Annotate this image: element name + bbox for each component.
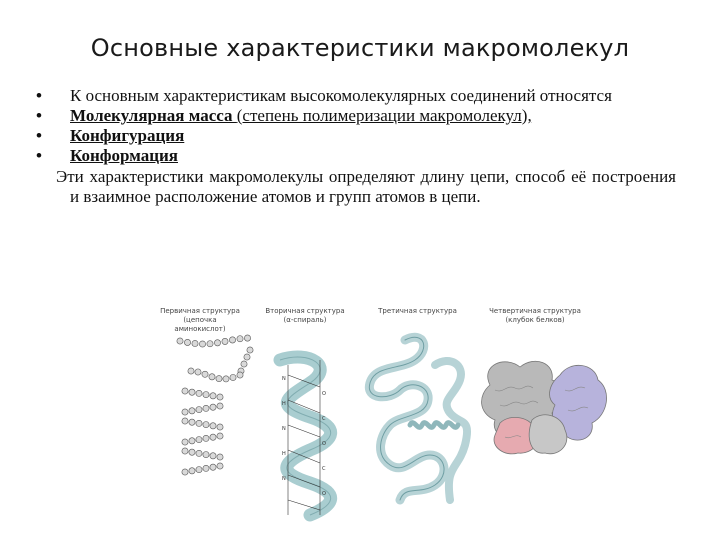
protein-structures-illustration xyxy=(160,305,620,525)
bullet-term-molecular-mass: Молекулярная масса xyxy=(70,106,237,125)
amino-acid-bead xyxy=(182,448,188,454)
amino-acid-bead xyxy=(223,376,229,382)
amino-acid-bead xyxy=(237,336,243,342)
amino-acid-bead xyxy=(229,337,235,343)
amino-acid-bead xyxy=(184,339,190,345)
amino-acid-bead xyxy=(203,405,209,411)
bullet-list xyxy=(36,86,676,166)
svg-text:H: H xyxy=(282,451,286,457)
amino-acid-bead xyxy=(189,468,195,474)
amino-acid-bead xyxy=(237,372,243,378)
amino-acid-bead xyxy=(207,341,213,347)
amino-acid-bead xyxy=(244,335,250,341)
amino-acid-bead xyxy=(177,338,183,344)
amino-acid-bead xyxy=(217,433,223,439)
amino-acid-bead xyxy=(192,340,198,346)
svg-text:O: O xyxy=(322,491,326,497)
bullet-text: (степень полимеризации макромолекул), xyxy=(236,106,532,125)
amino-acid-bead xyxy=(210,423,216,429)
amino-acid-bead xyxy=(210,453,216,459)
summary-paragraph: Эти характеристики макромолекулы определяют длину цепи, способ её построения и взаимное расположение атомов и групп атомов в цепи. xyxy=(56,167,676,206)
amino-acid-bead xyxy=(217,454,223,460)
bullet-term-conformation: Конформация xyxy=(70,146,178,165)
amino-acid-bead xyxy=(216,376,222,382)
bullet-icon: • xyxy=(36,146,42,165)
svg-text:N: N xyxy=(282,376,286,382)
amino-acid-bead xyxy=(196,420,202,426)
amino-acid-bead xyxy=(182,388,188,394)
amino-acid-bead xyxy=(203,435,209,441)
amino-acid-bead xyxy=(196,407,202,413)
bullet-item-molecular-mass xyxy=(36,106,676,126)
svg-text:N: N xyxy=(282,426,286,432)
bullet-icon: • xyxy=(36,106,42,125)
amino-acid-bead xyxy=(189,408,195,414)
bullet-icon: • xyxy=(36,126,42,145)
amino-acid-bead xyxy=(196,437,202,443)
amino-acid-bead xyxy=(241,361,247,367)
primary-structure-label: Первичная структура (цепочка аминокислот) xyxy=(160,307,240,333)
amino-acid-bead xyxy=(214,340,220,346)
amino-acid-bead xyxy=(210,393,216,399)
bullet-item-intro xyxy=(36,86,676,106)
amino-acid-bead xyxy=(203,465,209,471)
amino-acid-bead xyxy=(195,369,201,375)
svg-text:N: N xyxy=(282,476,286,482)
amino-acid-bead xyxy=(230,374,236,380)
quaternary-structure-cluster xyxy=(482,361,607,454)
svg-text:C: C xyxy=(322,466,326,472)
slide-title: Основные характеристики макромолекул xyxy=(90,34,630,62)
amino-acid-bead xyxy=(188,368,194,374)
amino-acid-bead xyxy=(247,347,253,353)
bullet-item-configuration xyxy=(36,126,676,146)
amino-acid-bead xyxy=(217,403,223,409)
amino-acid-bead xyxy=(217,463,223,469)
slide-body xyxy=(36,86,676,207)
amino-acid-bead xyxy=(189,419,195,425)
svg-text:H: H xyxy=(282,401,286,407)
amino-acid-bead xyxy=(210,434,216,440)
amino-acid-bead xyxy=(217,424,223,430)
svg-text:C: C xyxy=(322,416,326,422)
amino-acid-bead xyxy=(210,464,216,470)
bullet-icon: • xyxy=(36,86,42,105)
svg-text:O: O xyxy=(322,441,326,447)
amino-acid-bead xyxy=(196,450,202,456)
amino-acid-bead xyxy=(222,338,228,344)
quaternary-structure-label: Четвертичная структура (клубок белков) xyxy=(489,307,581,324)
amino-acid-bead xyxy=(189,389,195,395)
amino-acid-bead xyxy=(203,392,209,398)
bullet-term-configuration: Конфигурация xyxy=(70,126,185,145)
amino-acid-bead xyxy=(182,439,188,445)
amino-acid-bead xyxy=(189,449,195,455)
amino-acid-bead xyxy=(182,418,188,424)
amino-acid-bead xyxy=(203,452,209,458)
amino-acid-bead xyxy=(202,371,208,377)
amino-acid-bead xyxy=(210,404,216,410)
bullet-text: К основным характеристикам высокомолекулярных соединений относятся xyxy=(70,86,612,105)
amino-acid-bead xyxy=(244,354,250,360)
secondary-structure-label: Вторичная структура (α-спираль) xyxy=(265,307,345,324)
protein-structure-figure xyxy=(160,305,620,525)
amino-acid-bead xyxy=(209,374,215,380)
amino-acid-bead xyxy=(203,422,209,428)
svg-text:O: O xyxy=(322,391,326,397)
amino-acid-bead xyxy=(196,390,202,396)
amino-acid-bead xyxy=(182,409,188,415)
bullet-item-conformation xyxy=(36,146,676,166)
primary-structure-bead-chain xyxy=(177,335,253,475)
amino-acid-bead xyxy=(196,467,202,473)
amino-acid-bead xyxy=(199,341,205,347)
tertiary-structure-fold xyxy=(369,337,467,500)
amino-acid-bead xyxy=(217,394,223,400)
tertiary-structure-label: Третичная структура xyxy=(378,307,457,315)
secondary-structure-helix xyxy=(280,357,331,515)
amino-acid-bead xyxy=(182,469,188,475)
amino-acid-bead xyxy=(189,438,195,444)
